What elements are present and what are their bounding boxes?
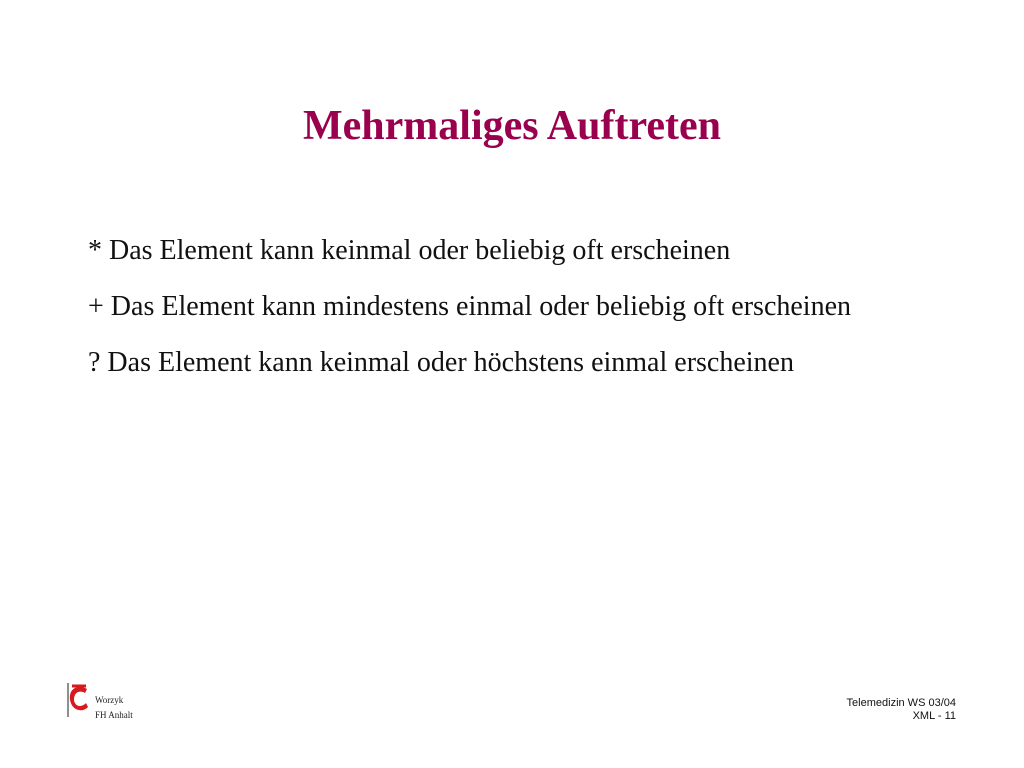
footer-author: Worzyk [95, 695, 124, 705]
footer-course: Telemedizin WS 03/04 [846, 697, 956, 709]
footer-page-number: XML - 11 [912, 710, 956, 722]
footer-course-block [847, 697, 956, 723]
slide-title: Mehrmaliges Auftreten [303, 103, 721, 149]
bullet-one-or-more: + Das Element kann mindestens einmal oder beliebig oft erscheinen [88, 291, 851, 322]
fh-anhalt-logo-icon [66, 682, 90, 718]
bullet-zero-or-one: ? Das Element kann keinmal oder höchstens einmal erscheinen [88, 347, 794, 378]
bullet-zero-or-more: * Das Element kann keinmal oder beliebig oft erscheinen [88, 235, 731, 266]
logo-gray-bar [67, 683, 69, 717]
footer-author-block [66, 682, 186, 722]
footer-organization: FH Anhalt [95, 710, 133, 720]
logo-red-arc [70, 687, 88, 710]
bullet-list [88, 228, 928, 396]
